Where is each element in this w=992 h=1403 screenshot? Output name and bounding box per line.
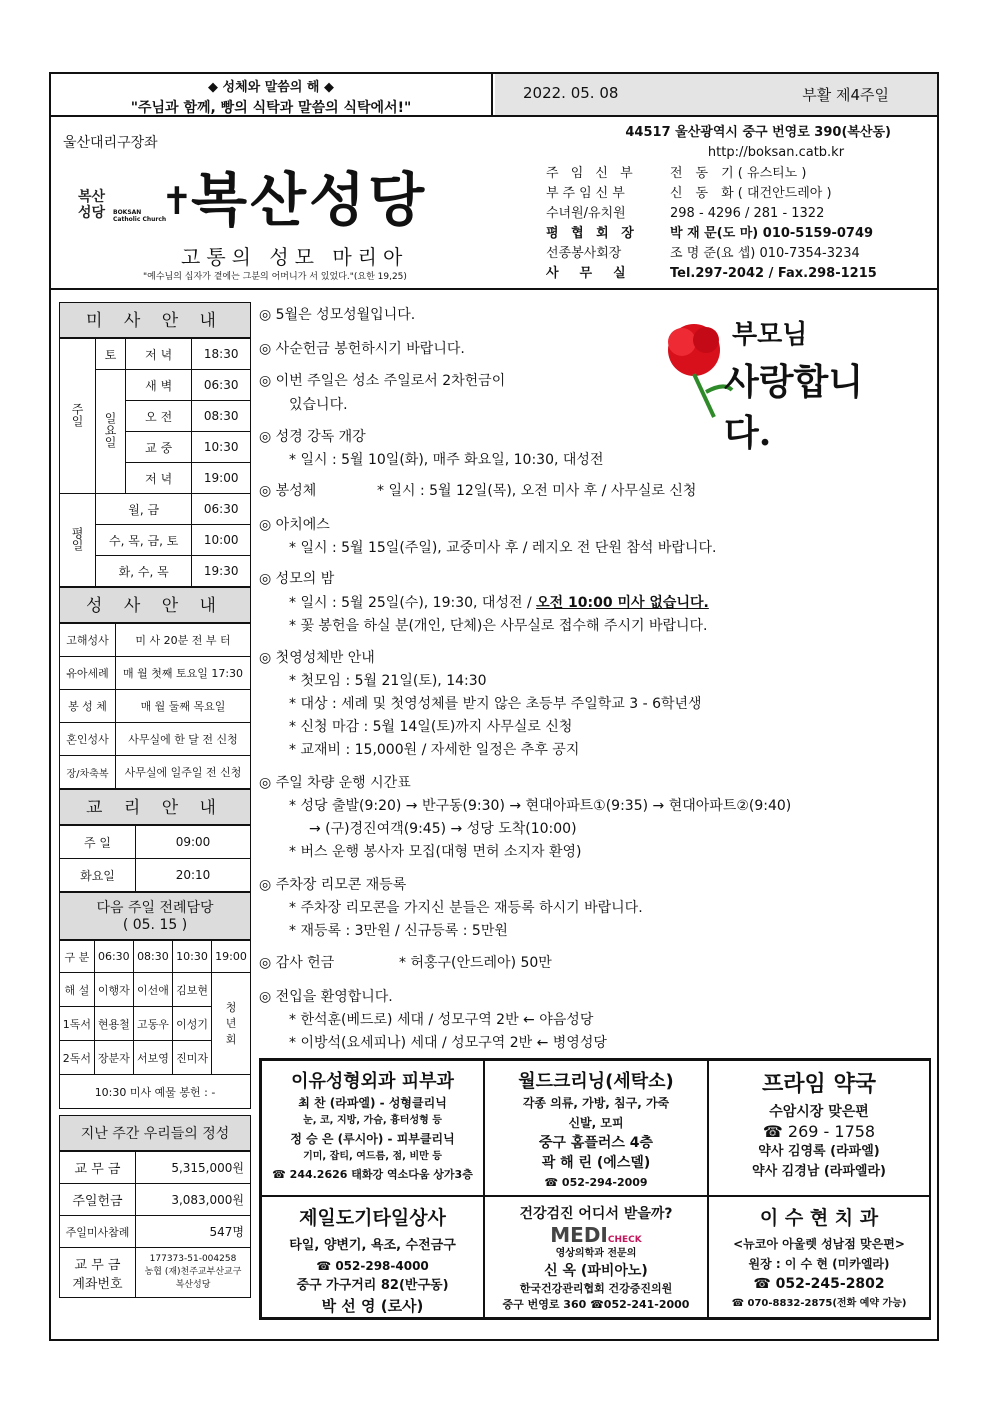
bulletin-date: 2022. 05. 08 — [523, 84, 619, 102]
banner-line2: 사랑합니다. — [724, 361, 864, 454]
staff-list — [546, 164, 877, 284]
liturgy-table: 구 분 06:30 08:30 10:30 19:00 해 설 이행자 이선애 김보현 청 년 회 1독서 현용철 고동우 이성기 2독서 장분자 서보영 진미자 10:30 미사 예물 봉헌 : - — [59, 940, 251, 1109]
year-theme: ◆ 성체와 말씀의 해 ◆ — [207, 80, 334, 95]
staff-row: 부주임신부 신 동 화 ( 대건안드레아 ) — [546, 186, 832, 201]
theme-box — [51, 74, 493, 115]
logo-small-text: 복산 성당 — [78, 189, 106, 221]
church-title: 복산성당 — [191, 166, 428, 234]
doctrine-table: 주 일 09:00 화요일 20:10 — [59, 825, 251, 892]
staff-row: 평 협 회 장 박 재 문(도 마) 010-5159-0749 — [546, 226, 874, 241]
youth-group: 청 년 회 — [212, 973, 251, 1075]
notice-parking: ◎ 주차장 리모콘 재등록 — [259, 877, 407, 893]
ad-health-check: 건강검진 어디서 받을까? MEDICHECK 영상의학과 전문의 신 옥 (파비아노) 한국건강관리협회 건강증진의원 중구 번영로 360 ☎052-241-2000 — [484, 1196, 708, 1318]
notice-shuttle: ◎ 주일 차량 운행 시간표 — [259, 775, 411, 791]
sunday-label: 주일 — [60, 339, 96, 494]
mass-table: 주일 토 저 녁 18:30 일요일 새 벽 06:30 오 전 08:30 교 중 10:30 저 녁 19:00 평일 월, 금 06:30 수, 목, 금, 토 10:00 화, 수, 목 19:30 — [59, 338, 251, 587]
ad-pharmacy: 프라임 약국 수암시장 맞은편 ☎ 269 - 1758 약사 김영록 (라파엘) 약사 김경남 (라파엘라) — [708, 1060, 930, 1196]
offering-table: 교 무 금 5,315,000원 주일헌금 3,083,000원 주일미사참례 547명 교 무 금 계좌번호 177373-51-004258 농협 (재)천주교부산교구 복산성당 — [59, 1151, 251, 1298]
liturgy-header: 다음 주일 전례담당 ( 05. 15 ) — [59, 892, 251, 940]
top-bar — [51, 74, 937, 117]
staff-row: 주 임 신 부 전 동 기 ( 유스티노 ) — [546, 166, 807, 181]
weekday-label: 평일 — [60, 494, 96, 587]
sunday-sub-label: 일요일 — [96, 370, 126, 494]
masthead — [51, 117, 937, 290]
logo-english: BOKSAN Catholic Church — [113, 209, 167, 223]
cross-icon: ✝ — [161, 179, 193, 223]
bulletin-frame: ◆ 성체와 말씀의 해 ◆ "주님과 함께, 빵의 식탁과 말씀의 식탁에서!" 2022. 05. 08 부활 제4주일 울산대리구장좌 복산 성당 BOKSAN Catholic Church ✝ 복산성당 고통의 성모 마리아 "예수님의 십자가 곁에는 그분의 어머니가 서 있었다."(요한 19,25) 44517 울산광역시 중구 번영로 390(복산동) http://boksan.catb.kr 주 임 신 부 전 동 기 ( 유스티노 ) 부주임신부 신 동 화 ( 대건안드레아 ) 수녀원/유치원 298 - 4296 / 281 - 1322 평 협 회 장 박 재 문(도 마) 010-5159-0749 선종봉사회장 조 명 준(요 셉) 010-7354-3234 사 무 실 Tel.297-2042 / Fax.298-1215 미 사 안 내 주일 토 저 녁 18:30 일요일 새 벽 06:30 오 전 08:30 교 중 10:30 저 녁 19:00 평일 월, 금 06:30 수, 목, 금, 토 10:00 화, 수, 목 19:30 성 사 안 내 고해성사 미 사 20분 전 부 터 유아세례 매 월 첫째 토요일 17:30 봉 성 체 매 월 둘째 목요일 혼인성사 사무실에 한 달 전 신청 장/차축복 사무실에 일주일 전 신청 교 리 안 내 주 일 09:00 화요일 20:10 다음 주일 전례담당 ( 05. 15 ) 구 분 06:30 08:30 10:30 19:00 해 설 이행자 이선애 김보현 청 년 회 1독서 현용철 고동우 이성기 2독서 장분자 서보영 진미자 10:30 미사 예물 봉헌 : - 지난 주간 우리들의 정성 교 무 금 5,315,000원 주일헌금 3,083,000원 주일미사참례 547명 교 무 금 계좌번호 177373-51-004258 농협 (재)천주교부산교구 복산성당 부모님 사랑합니다. ◎ 5월은 성모성월입니다. ◎ 사순헌금 봉헌하시기 바랍니다. ◎ 이번 주일은 성소 주일로서 2차헌금이 있습니다. ◎ 성경 강독 개강 * 일시 : 5월 10일(화), 매주 화요일, 10:30, 대성전 ◎ 봉성체 * 일시 : 5월 12일(목), 오전 미사 후 / 사무실로 신청 ◎ 아치에스 * 일시 : 5월 15일(주일), 교중미사 후 / 레지오 전 단원 참석 바랍니다. ◎ 성모의 밤 * 일시 : 5월 25일(수), 19:30, 대성전 / 오전 10:00 미사 없습니다. * 꽃 봉헌을 하실 분(개인, 단체)은 사무실로 접수해 주시기 바랍니다. ◎ 첫영성체반 안내 * 첫모임 : 5월 21일(토), 14:30 * 대상 : 세례 및 첫영성체를 받지 않은 초등부 주일학교 3 - 6학년생 * 신청 마감 : 5월 14일(토)까지 사무실로 신청 * 교재비 : 15,000원 / 자세한 일정은 추후 공지 ◎ 주일 차량 운행 시간표 * 성당 출발(9:20) → 반구동(9:30) → 현대아파트①(9:35) → 현대아파트②(9:40) → (구)경진여객(9:45) → 성당 도착(10:00) * 버스 운행 봉사자 모집(대형 면허 소지자 환영) ◎ 주차장 리모콘 재등록 * 주차장 리모콘을 가지신 분들은 재등록 하시기 바랍니다. * 재등록 : 3만원 / 신규등록 : 5만원 ◎ 감사 헌금 * 허홍구(안드레아) 50만 ◎ 전입을 환영합니다. * 한석훈(베드로) 세대 / 성모구역 2반 ← 야음성당 * 이방석(요세피나) 세대 / 성모구역 2반 ← 병영성당 이유성형외과 피부과 최 찬 (라파엘) - 성형클리닉 눈, 코, 지방, 가슴, 흉터성형 등 정 승 은 (루시아) - 피부클리닉 기미, 잡티, 여드름, 점, 비만 등 ☎ 244.2626 태화강 역소다움 상가3층 월드크리닝(세탁소) 각종 의류, 가방, 침구, 가죽 신발, 모피 중구 홈플러스 4층 곽 해 린 (에스델) ☎ 052-294-2009 프라임 약국 수암시장 맞은편 ☎ 269 - 1758 약사 김영록 (라파엘) 약사 김경남 (라파엘라) 제일도기타일상사 타일, 양변기, 욕조, 수전금구 ☎ 052-298-4000 중구 가구거리 82(반구동) 박 선 영 (로사) 건강검진 어디서 받을까? MEDICHECK 영상의학과 전문의 신 옥 (파비아노) 한국건강관리협회 건강증진의원 중구 번영로 360 ☎052-241-2000 이 수 현 치 과 <뉴코아 아울렛 성남점 맞은편> 원장 : 이 수 현 (미카엘라) ☎ 052-245-2802 ☎ 070-8832-2875(전화 예약 가능) — [49, 72, 939, 1341]
ad-tile: 제일도기타일상사 타일, 양변기, 욕조, 수전금구 ☎ 052-298-4000 중구 가구거리 82(반구동) 박 선 영 (로사) — [261, 1196, 484, 1318]
notice-marian-night: ◎ 성모의 밤 — [259, 571, 335, 587]
sacrament-table: 고해성사 미 사 20분 전 부 터 유아세례 매 월 첫째 토요일 17:30 봉 성 체 매 월 둘째 목요일 혼인성사 사무실에 한 달 전 신청 장/차축복 사무실에 일주일 전 신청 — [59, 623, 251, 789]
notice-thanks: ◎ 감사 헌금 — [259, 955, 335, 971]
mass-title: 미 사 안 내 — [59, 302, 251, 338]
staff-row: 사 무 실 Tel.297-2042 / Fax.298-1215 — [546, 266, 877, 281]
ad-laundry: 월드크리닝(세탁소) 각종 의류, 가방, 침구, 가죽 신발, 모피 중구 홈플러스 4층 곽 해 린 (에스델) ☎ 052-294-2009 — [484, 1060, 708, 1196]
notice-first-communion: ◎ 첫영성체반 안내 — [259, 650, 375, 666]
notice-may: ◎ 5월은 성모성월입니다. — [259, 307, 416, 323]
notice-lent: ◎ 사순헌금 봉헌하시기 바랍니다. — [259, 341, 465, 357]
patron-name: 고통의 성모 마리아 — [181, 245, 409, 269]
parish-group: 울산대리구장좌 — [63, 135, 158, 151]
ads-grid — [259, 1058, 931, 1320]
address: 44517 울산광역시 중구 번영로 390(복산동) — [625, 125, 891, 140]
website-url[interactable]: http://boksan.catb.kr — [707, 145, 845, 160]
notice-bible: ◎ 성경 강독 개강 — [259, 429, 366, 445]
notice-acies: ◎ 아치에스 — [259, 517, 330, 533]
parents-day-banner — [654, 312, 884, 454]
ad-clinic: 이유성형외과 피부과 최 찬 (라파엘) - 성형클리닉 눈, 코, 지방, 가슴, 흉터성형 등 정 승 은 (루시아) - 피부클리닉 기미, 잡티, 여드름, 점, 비만 등 ☎ 244.2626 태화강 역소다움 상가3층 — [261, 1060, 484, 1196]
banner-line1: 부모님 — [732, 320, 808, 350]
staff-row: 선종봉사회장 조 명 준(요 셉) 010-7354-3234 — [546, 246, 860, 261]
no-mass-warning: 오전 10:00 미사 없습니다. — [536, 595, 709, 611]
bible-verse: "예수님의 십자가 곁에는 그분의 어머니가 서 있었다."(요한 19,25) — [143, 272, 407, 282]
address-block — [531, 123, 931, 163]
sacrament-title: 성 사 안 내 — [59, 587, 251, 623]
offering-title: 지난 주간 우리들의 정성 — [59, 1115, 251, 1151]
staff-row: 수녀원/유치원 298 - 4296 / 281 - 1322 — [546, 206, 825, 221]
doctrine-title: 교 리 안 내 — [59, 789, 251, 825]
medicheck-logo: MEDICHECK — [550, 1223, 642, 1247]
notice-vocation: ◎ 이번 주일은 성소 주일로서 2차헌금이 — [259, 373, 506, 389]
offering-note: 10:30 미사 예물 봉헌 : - — [60, 1075, 251, 1109]
ad-dentist: 이 수 현 치 과 <뉴코아 아울렛 성남점 맞은편> 원장 : 이 수 현 (미카엘라) ☎ 052-245-2802 ☎ 070-8832-2875(전화 예약 가능) — [708, 1196, 930, 1318]
liturgical-sunday: 부활 제4주일 — [802, 86, 889, 104]
sidebar — [59, 302, 251, 1298]
notice-welcome: ◎ 전입을 환영합니다. — [259, 989, 393, 1005]
notice-communion: ◎ 봉성체 — [259, 483, 317, 499]
year-motto: "주님과 함께, 빵의 식탁과 말씀의 식탁에서!" — [130, 100, 412, 116]
date-box — [495, 74, 937, 115]
bank-account: 177373-51-004258 농협 (재)천주교부산교구 복산성당 — [136, 1248, 251, 1298]
